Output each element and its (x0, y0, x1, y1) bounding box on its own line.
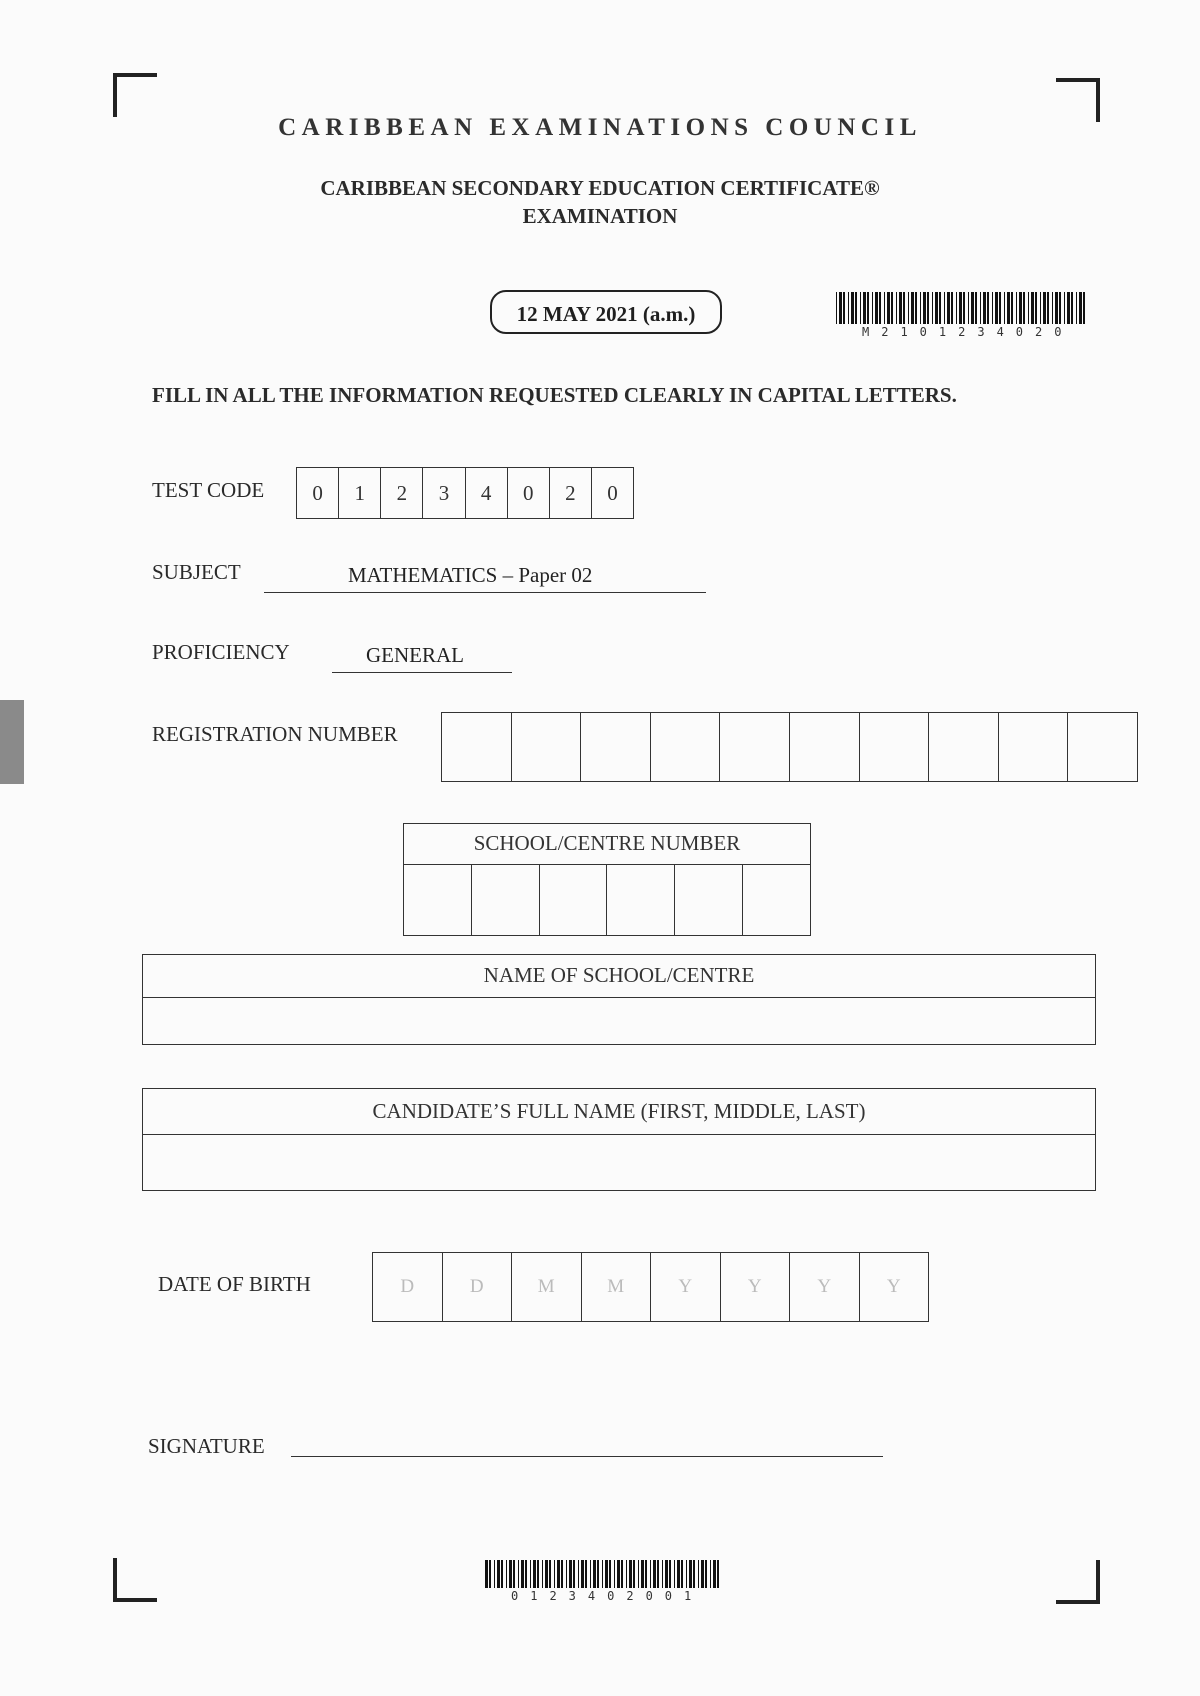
barcode-bar (717, 1560, 719, 1588)
barcode-bar (927, 292, 929, 324)
date-of-birth-cell[interactable]: Y (651, 1253, 721, 1321)
corner-mark-bottom-right (1056, 1560, 1100, 1604)
certificate-title (0, 174, 1200, 230)
signature-line[interactable] (291, 1456, 883, 1457)
test-code-digit: 4 (466, 468, 508, 518)
barcode-bar (980, 292, 981, 324)
top-barcode-text: M2101234020 (862, 325, 1074, 339)
registration-number-cell[interactable] (720, 713, 790, 781)
barcode-bar (561, 1560, 563, 1588)
barcode-bar (995, 292, 998, 324)
barcode-bar (662, 1560, 663, 1588)
barcode-bar (911, 292, 914, 324)
barcode-bar (597, 1560, 599, 1588)
date-of-birth-grid[interactable] (372, 1252, 929, 1322)
name-of-school-box (142, 954, 1096, 1045)
school-centre-number-cell[interactable] (540, 865, 608, 935)
date-of-birth-cell[interactable]: M (582, 1253, 652, 1321)
bottom-barcode (485, 1560, 725, 1603)
barcode-bar (908, 292, 909, 324)
barcode-bar (645, 1560, 647, 1588)
barcode-bar (1059, 292, 1061, 324)
barcode-bar (1011, 292, 1013, 324)
barcode-bar (935, 292, 938, 324)
barcode-bar (629, 1560, 632, 1588)
date-of-birth-label: DATE OF BIRTH (158, 1272, 311, 1296)
barcode-bar (605, 1560, 608, 1588)
name-of-school-label: NAME OF SCHOOL/CENTRE (143, 955, 1095, 998)
barcode-bar (932, 292, 933, 324)
barcode-bar (848, 292, 849, 324)
barcode-bar (525, 1560, 527, 1588)
barcode-bar (1007, 292, 1010, 324)
barcode-bar (602, 1560, 603, 1588)
barcode-bar (506, 1560, 507, 1588)
top-barcode (836, 292, 1092, 339)
barcode-bar (1004, 292, 1005, 324)
barcode-bar (677, 1560, 680, 1588)
test-code-digit: 0 (607, 480, 618, 505)
barcode-bar (1067, 292, 1070, 324)
barcode-bar (872, 292, 873, 324)
barcode-bar (713, 1560, 716, 1588)
barcode-bar (710, 1560, 711, 1588)
proficiency-value: GENERAL (332, 643, 512, 673)
test-code-digit: 1 (339, 468, 381, 518)
barcode-bar (1023, 292, 1025, 324)
barcode-bar (959, 292, 962, 324)
barcode-bar (1076, 292, 1077, 324)
date-of-birth-cell[interactable]: Y (721, 1253, 791, 1321)
barcode-bar (489, 1560, 491, 1588)
barcode-bar (590, 1560, 591, 1588)
barcode-bar (705, 1560, 707, 1588)
barcode-bar (686, 1560, 687, 1588)
registration-label: REGISTRATION NUMBER (152, 722, 398, 746)
corner-mark-top-left (113, 73, 157, 117)
barcode-bar (836, 292, 837, 324)
barcode-bar (569, 1560, 572, 1588)
barcode-bar (944, 292, 945, 324)
barcode-bar (1055, 292, 1058, 324)
test-code-digit: 0 (508, 468, 550, 518)
barcode-bar (494, 1560, 495, 1588)
barcode-bar (879, 292, 881, 324)
exam-date-badge: 12 MAY 2021 (a.m.) (490, 290, 722, 334)
barcode-bar (581, 1560, 584, 1588)
barcode-bar (554, 1560, 555, 1588)
bottom-barcode-bars (485, 1560, 725, 1588)
barcode-bar (485, 1560, 488, 1588)
barcode-bar (956, 292, 957, 324)
test-code-label: TEST CODE (152, 478, 265, 502)
barcode-bar (887, 292, 890, 324)
barcode-bar (939, 292, 941, 324)
school-centre-number-label: SCHOOL/CENTRE NUMBER (404, 824, 810, 865)
barcode-bar (701, 1560, 704, 1588)
barcode-bar (1047, 292, 1049, 324)
barcode-bar (947, 292, 950, 324)
barcode-bar (860, 292, 861, 324)
date-of-birth-cell[interactable]: D (443, 1253, 513, 1321)
signature-label: SIGNATURE (148, 1434, 265, 1458)
barcode-bar (1071, 292, 1073, 324)
barcode-bar (537, 1560, 539, 1588)
subject-value: MATHEMATICS – Paper 02 (264, 563, 706, 593)
test-code-digit: 2 (381, 468, 423, 518)
barcode-bar (899, 292, 902, 324)
barcode-bar (903, 292, 905, 324)
barcode-bar (557, 1560, 560, 1588)
barcode-bar (593, 1560, 596, 1588)
test-code-grid (296, 467, 634, 519)
barcode-bar (617, 1560, 620, 1588)
school-centre-number-cell[interactable] (404, 865, 472, 935)
registration-number-cell[interactable] (790, 713, 860, 781)
barcode-bar (855, 292, 857, 324)
barcode-bar (549, 1560, 551, 1588)
barcode-bar (518, 1560, 519, 1588)
certificate-title-line2: EXAMINATION (522, 204, 678, 228)
date-of-birth-cell[interactable]: Y (790, 1253, 860, 1321)
instruction-text: FILL IN ALL THE INFORMATION REQUESTED CLEARLY IN CAPITAL LETTERS. (152, 383, 957, 407)
barcode-bar (963, 292, 965, 324)
barcode-bar (884, 292, 885, 324)
barcode-bar (1052, 292, 1053, 324)
barcode-bar (633, 1560, 635, 1588)
scanner-side-tab (0, 700, 24, 784)
barcode-bar (1079, 292, 1082, 324)
barcode-bar (951, 292, 953, 324)
barcode-bar (689, 1560, 692, 1588)
candidate-name-box (142, 1088, 1096, 1191)
barcode-bar (566, 1560, 567, 1588)
barcode-bar (573, 1560, 575, 1588)
barcode-bar (920, 292, 921, 324)
barcode-bar (621, 1560, 623, 1588)
barcode-bar (545, 1560, 548, 1588)
test-code-digit: 3 (423, 468, 465, 518)
barcode-bar (657, 1560, 659, 1588)
barcode-bar (1031, 292, 1034, 324)
barcode-bar (992, 292, 993, 324)
barcode-bar (521, 1560, 524, 1588)
barcode-bar (653, 1560, 656, 1588)
subject-label: SUBJECT (152, 560, 241, 584)
barcode-bar (867, 292, 869, 324)
barcode-bar (533, 1560, 536, 1588)
barcode-bar (1083, 292, 1085, 324)
barcode-bar (1040, 292, 1041, 324)
date-of-birth-cell[interactable]: Y (886, 1276, 901, 1297)
barcode-bar (975, 292, 977, 324)
test-code-digit: 0 (297, 468, 339, 518)
barcode-bar (509, 1560, 512, 1588)
barcode-bar (542, 1560, 543, 1588)
registration-number-cell[interactable] (999, 713, 1069, 781)
barcode-bar (609, 1560, 611, 1588)
barcode-bar (698, 1560, 699, 1588)
barcode-bar (923, 292, 926, 324)
barcode-bar (851, 292, 854, 324)
date-of-birth-cell[interactable]: M (512, 1253, 582, 1321)
barcode-bar (669, 1560, 671, 1588)
registration-number-cell[interactable] (651, 713, 721, 781)
barcode-bar (915, 292, 917, 324)
bottom-barcode-text: 0123402001 (511, 1589, 704, 1603)
candidate-name-field[interactable] (143, 1135, 1095, 1189)
barcode-bar (665, 1560, 668, 1588)
certificate-title-line1: CARIBBEAN SECONDARY EDUCATION CERTIFICATE® (320, 176, 880, 200)
barcode-bar (1035, 292, 1037, 324)
name-of-school-field[interactable] (143, 998, 1095, 1043)
barcode-bar (641, 1560, 644, 1588)
school-centre-number-cell[interactable] (607, 865, 675, 935)
school-centre-number-cell[interactable] (743, 865, 810, 935)
barcode-bar (971, 292, 974, 324)
candidate-name-label: CANDIDATE’S FULL NAME (FIRST, MIDDLE, LAST) (143, 1089, 1095, 1135)
barcode-bar (650, 1560, 651, 1588)
registration-number-grid[interactable] (441, 712, 1138, 782)
barcode-bar (693, 1560, 695, 1588)
barcode-bar (983, 292, 986, 324)
date-of-birth-cell[interactable]: D (373, 1253, 443, 1321)
barcode-bar (1028, 292, 1029, 324)
registration-number-cell[interactable] (512, 713, 582, 781)
registration-number-cell[interactable] (860, 713, 930, 781)
barcode-bar (896, 292, 897, 324)
registration-number-cell[interactable] (442, 713, 512, 781)
proficiency-label: PROFICIENCY (152, 640, 290, 664)
registration-number-cell[interactable] (929, 713, 999, 781)
registration-number-cell[interactable] (581, 713, 651, 781)
school-centre-number-grid[interactable] (404, 865, 810, 935)
barcode-bar (626, 1560, 627, 1588)
barcode-bar (1019, 292, 1022, 324)
barcode-bar (1043, 292, 1046, 324)
barcode-bar (999, 292, 1001, 324)
barcode-bar (891, 292, 893, 324)
barcode-bar (839, 292, 842, 324)
barcode-bar (497, 1560, 500, 1588)
barcode-bar (501, 1560, 503, 1588)
barcode-bar (530, 1560, 531, 1588)
barcode-bar (987, 292, 989, 324)
barcode-bar (1064, 292, 1065, 324)
barcode-bar (681, 1560, 683, 1588)
school-centre-number-cell[interactable] (472, 865, 540, 935)
school-centre-number-box (403, 823, 811, 936)
barcode-bar (1016, 292, 1017, 324)
barcode-bar (638, 1560, 639, 1588)
barcode-bar (875, 292, 878, 324)
barcode-bar (968, 292, 969, 324)
council-title: CARIBBEAN EXAMINATIONS COUNCIL (278, 114, 922, 141)
barcode-bar (578, 1560, 579, 1588)
barcode-bar (674, 1560, 675, 1588)
top-barcode-bars (836, 292, 1092, 324)
barcode-bar (513, 1560, 515, 1588)
barcode-bar (863, 292, 866, 324)
barcode-bar (843, 292, 845, 324)
corner-mark-bottom-left (113, 1558, 157, 1602)
barcode-bar (614, 1560, 615, 1588)
barcode-bar (585, 1560, 587, 1588)
school-centre-number-cell[interactable] (675, 865, 743, 935)
registration-number-cell[interactable] (1068, 713, 1137, 781)
test-code-digit: 2 (550, 468, 592, 518)
